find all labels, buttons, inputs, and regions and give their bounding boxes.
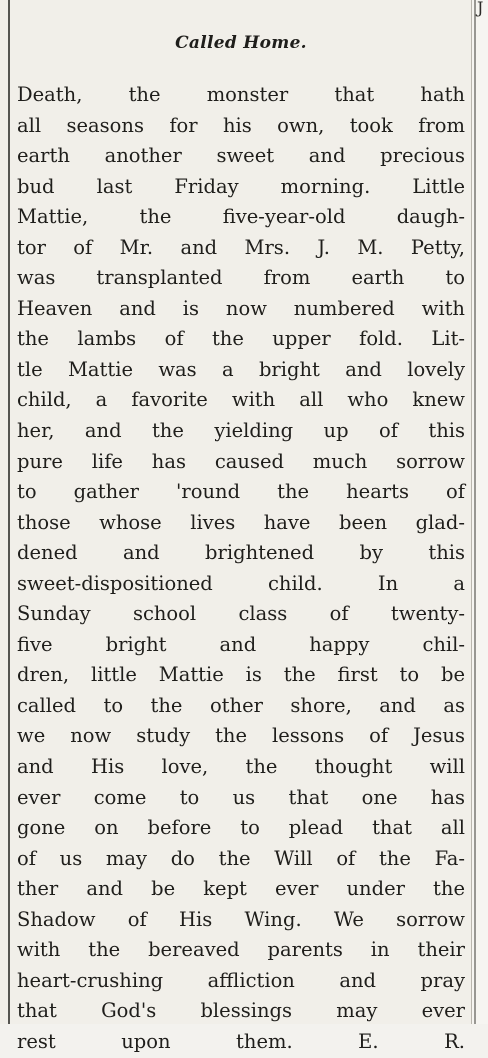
- article-line: Death, the monster that hath: [17, 83, 465, 106]
- article-line: Heaven and is now numbered with: [17, 296, 465, 320]
- article-line: Shadow of His Wing. We sorrow: [17, 907, 465, 931]
- article-line: called to the other shore, and as: [17, 693, 465, 717]
- article-line: was transplanted from earth to: [17, 266, 465, 290]
- article-line: of us may do the Will of the Fa-: [17, 846, 465, 870]
- adjacent-column-fragment: J: [477, 0, 484, 17]
- article-line: her, and the yielding up of this: [17, 419, 465, 443]
- article-body: [17, 80, 465, 1058]
- article-line: gone on before to plead that all: [17, 816, 465, 840]
- column-rule-left: [8, 0, 10, 1024]
- article-headline: Called Home.: [175, 33, 307, 53]
- article-line: ever come to us that one has: [17, 785, 465, 809]
- article-line: heart-crushing affliction and pray: [17, 968, 465, 992]
- column-rule-right: [474, 0, 476, 1024]
- article-line: to gather 'round the hearts of: [17, 480, 465, 504]
- article-line: Mattie, the five-year-old daugh-: [17, 205, 465, 229]
- article-line: tor of Mr. and Mrs. J. M. Petty,: [17, 235, 465, 259]
- article-line: ther and be kept ever under the: [17, 877, 465, 901]
- article-line: we now study the lessons of Jesus: [17, 724, 465, 748]
- article-line: five bright and happy chil-: [17, 632, 465, 656]
- article-line: dren, little Mattie is the first to be: [17, 663, 465, 687]
- article-line: Sunday school class of twenty-: [17, 602, 465, 626]
- article-line: dened and brightened by this: [17, 541, 465, 565]
- article-line: sweet-dispositioned child. In a: [17, 571, 465, 595]
- article-line: pure life has caused much sorrow: [17, 449, 465, 473]
- article-line: bud last Friday morning. Little: [17, 174, 465, 198]
- article-line: all seasons for his own, took from: [17, 113, 465, 137]
- article-line: and His love, the thought will: [17, 755, 465, 779]
- article-line: that God's blessings may ever: [17, 999, 465, 1023]
- article-line: the lambs of the upper fold. Lit-: [17, 327, 465, 351]
- article-line: those whose lives have been glad-: [17, 510, 465, 534]
- obituary-article: [17, 30, 465, 1058]
- article-line: earth another sweet and precious: [17, 144, 465, 168]
- article-line: tle Mattie was a bright and lovely: [17, 357, 465, 381]
- article-line-signature: rest upon them. E. R.: [17, 1029, 465, 1053]
- article-line: with the bereaved parents in their: [17, 938, 465, 962]
- article-line: child, a favorite with all who knew: [17, 388, 465, 412]
